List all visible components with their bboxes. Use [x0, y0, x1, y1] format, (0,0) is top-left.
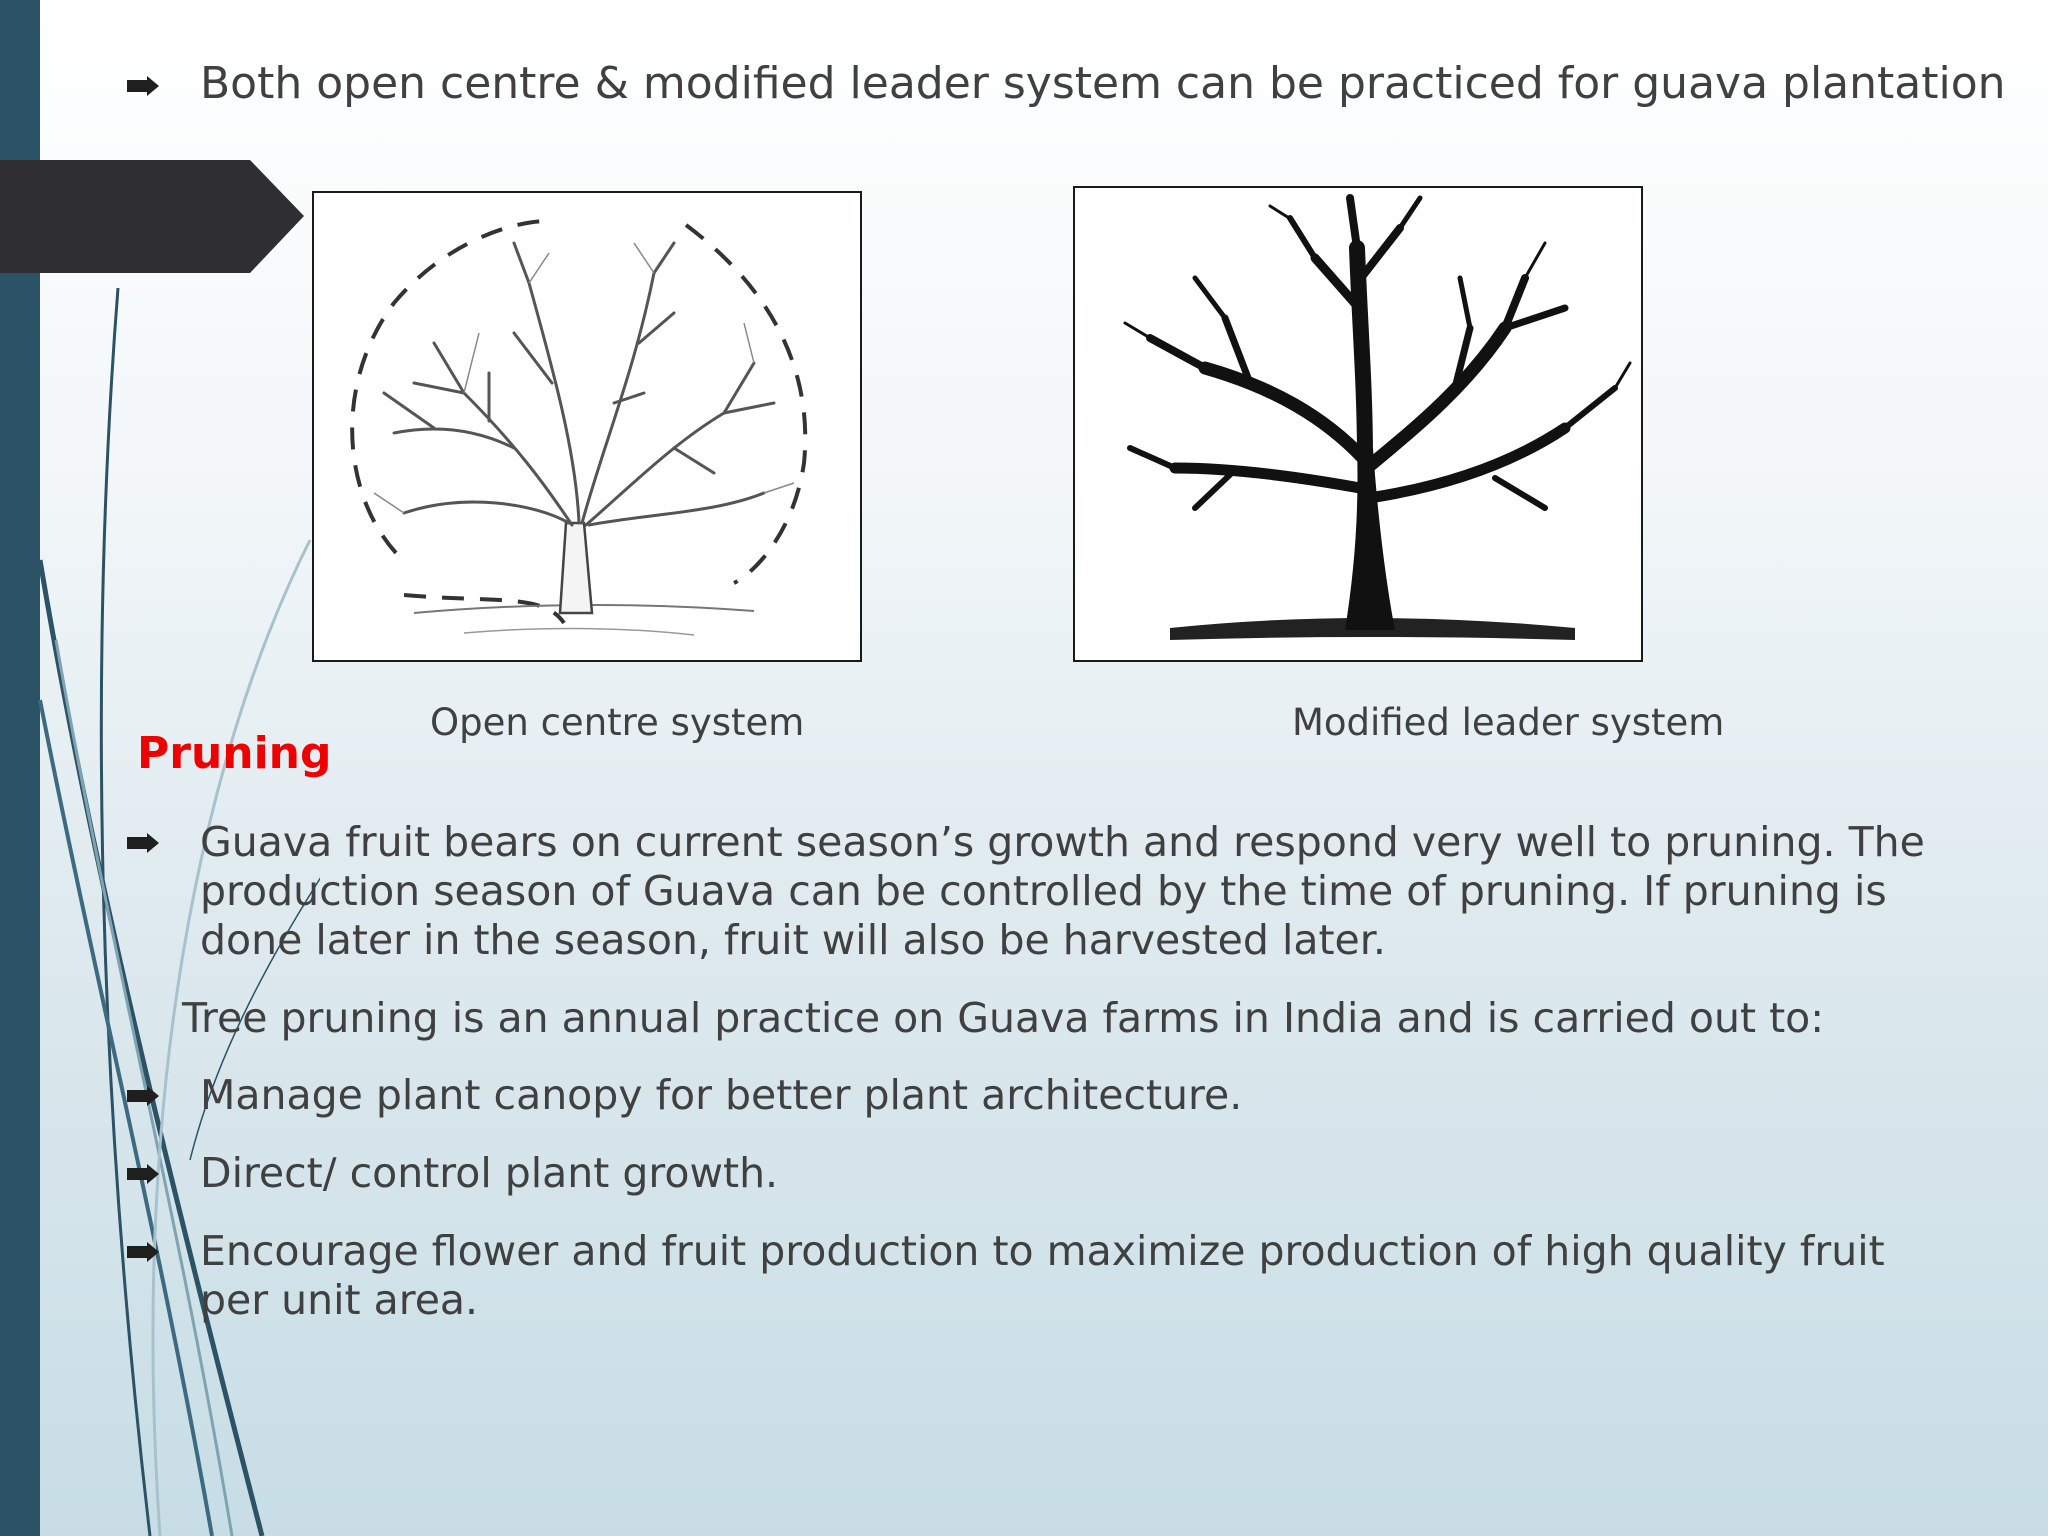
arrow-bullet-icon — [126, 1086, 160, 1106]
section-tab-marker — [0, 160, 304, 273]
intro-line: Tree pruning is an annual practice on Guava farms in India and is carried out to: — [182, 994, 1825, 1042]
section-heading: Pruning — [137, 728, 332, 779]
open-centre-figure — [312, 191, 862, 662]
arrow-bullet-icon — [126, 833, 160, 853]
purpose-bullet-3-continuation: per unit area. — [200, 1276, 479, 1324]
modified-leader-figure — [1073, 186, 1643, 662]
paragraph-line-2: production season of Guava can be controlled by the time of pruning. If pruning is — [200, 867, 1887, 915]
arrow-bullet-icon — [126, 1242, 160, 1262]
paragraph-line-3: done later in the season, fruit will also be harvested later. — [200, 916, 1386, 964]
arrow-bullet-icon — [126, 1164, 160, 1184]
modified-leader-caption: Modified leader system — [1292, 701, 1725, 744]
arrow-bullet-icon — [126, 76, 160, 96]
open-centre-tree-icon — [314, 193, 860, 660]
paragraph-line-1: Guava fruit bears on current season’s growth and respond very well to pruning. The — [200, 818, 1925, 866]
purpose-bullet-2: Direct/ control plant growth. — [200, 1149, 779, 1197]
purpose-bullet-1: Manage plant canopy for better plant architecture. — [200, 1071, 1243, 1119]
top-bullet-text: Both open centre & modified leader system can be practiced for guava plantation — [200, 58, 2006, 109]
modified-leader-tree-icon — [1075, 188, 1641, 660]
purpose-bullet-3: Encourage flower and fruit production to maximize production of high quality fruit — [200, 1227, 1885, 1275]
open-centre-caption: Open centre system — [430, 701, 805, 744]
